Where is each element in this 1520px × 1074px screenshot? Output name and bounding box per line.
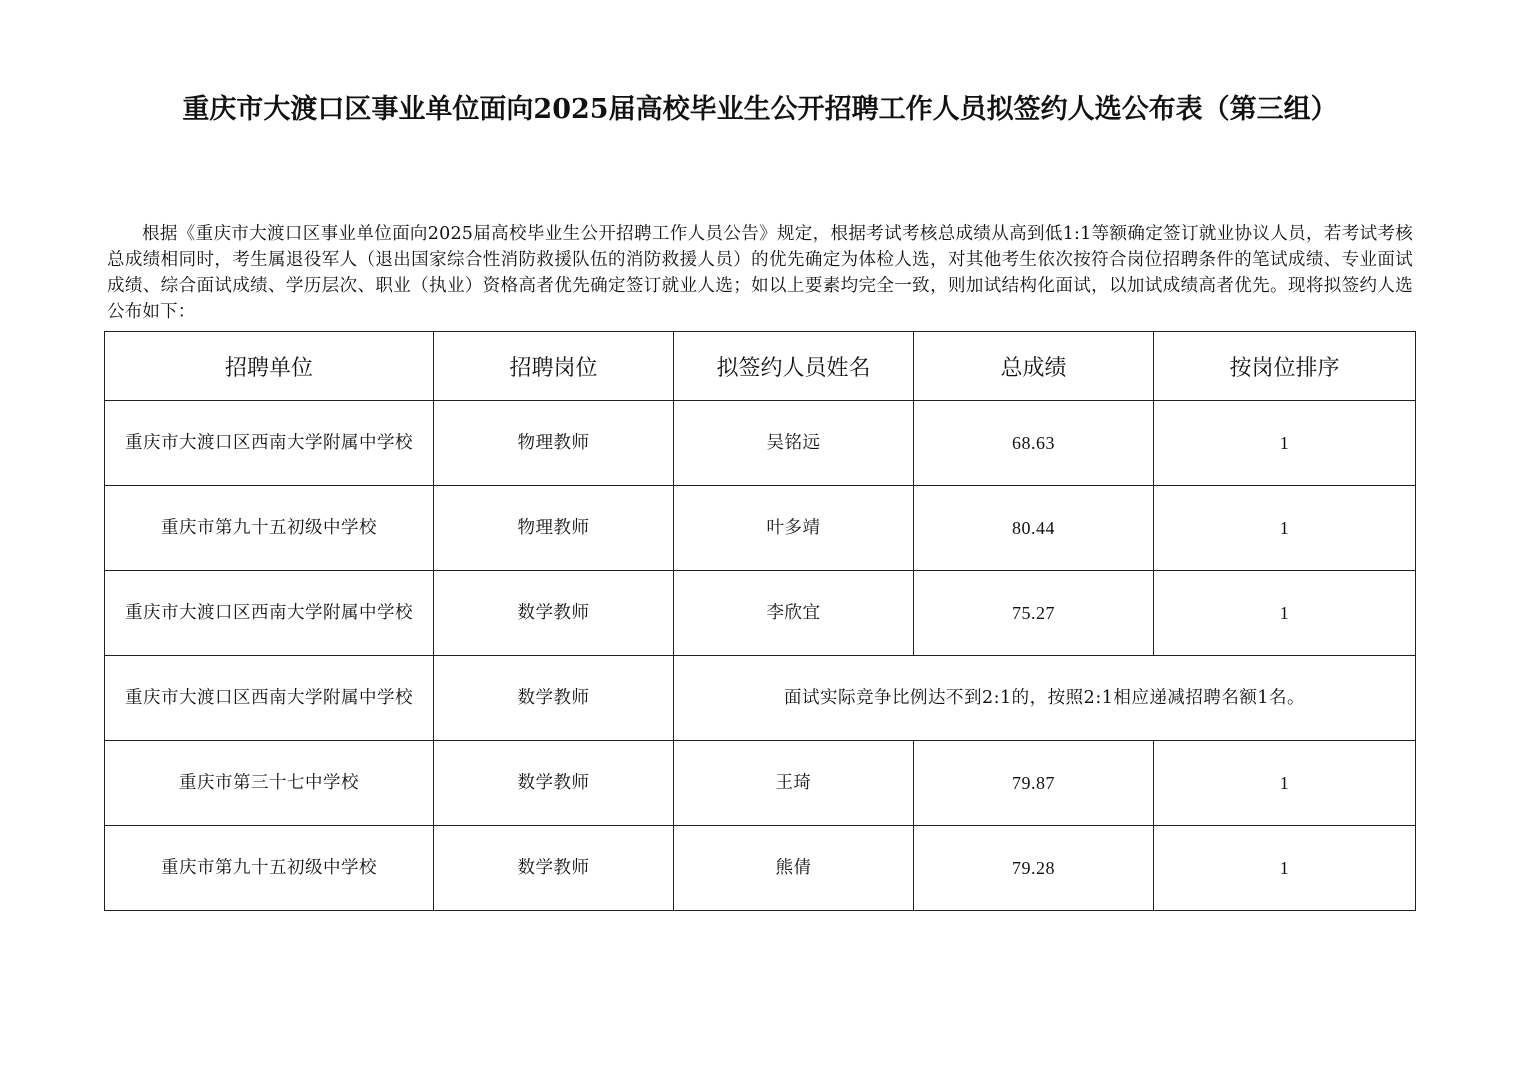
cell-unit: 重庆市大渡口区西南大学附属中学校 [105, 571, 434, 656]
table-header-row [105, 332, 1416, 401]
cell-score: 79.28 [914, 826, 1154, 911]
cell-rank: 1 [1154, 486, 1416, 571]
cell-position: 数学教师 [434, 741, 674, 826]
table-row [105, 401, 1416, 486]
cell-unit: 重庆市大渡口区西南大学附属中学校 [105, 656, 434, 741]
cell-rank: 1 [1154, 401, 1416, 486]
cell-name: 吴铭远 [674, 401, 914, 486]
cell-position: 数学教师 [434, 656, 674, 741]
cell-score: 79.87 [914, 741, 1154, 826]
cell-score: 80.44 [914, 486, 1154, 571]
page-title: 重庆市大渡口区事业单位面向2025届高校毕业生公开招聘工作人员拟签约人选公布表（第三组） [182, 94, 1338, 125]
header-name: 拟签约人员姓名 [674, 332, 914, 401]
cell-rank: 1 [1154, 571, 1416, 656]
intro-paragraph: 根据《重庆市大渡口区事业单位面向2025届高校毕业生公开招聘工作人员公告》规定，根据考试考核总成绩从高到低1:1等额确定签订就业协议人员，若考试考核总成绩相同时，考生属退役军人（退出国家综合性消防救援队伍的消防救援人员）的优先确定为体检人选，对其他考生依次按符合岗位招聘条件的笔试成绩、专业面试成绩、综合面试成绩、学历层次、职业（执业）资格高者优先确定签订就业人选；如以上要素均完全一致，则加试结构化面试，以加试成绩高者优先。现将拟签约人选公布如下： [107, 223, 1413, 322]
cell-rank: 1 [1154, 741, 1416, 826]
table-row [105, 571, 1416, 656]
header-rank: 按岗位排序 [1154, 332, 1416, 401]
cell-name: 李欣宜 [674, 571, 914, 656]
cell-note: 面试实际竞争比例达不到2:1的，按照2:1相应递减招聘名额1名。 [674, 656, 1416, 741]
cell-position: 物理教师 [434, 401, 674, 486]
cell-score: 75.27 [914, 571, 1154, 656]
table-row [105, 826, 1416, 911]
cell-position: 数学教师 [434, 571, 674, 656]
cell-name: 熊倩 [674, 826, 914, 911]
cell-unit: 重庆市第九十五初级中学校 [105, 826, 434, 911]
table-row [105, 656, 1416, 741]
header-position: 招聘岗位 [434, 332, 674, 401]
cell-rank: 1 [1154, 826, 1416, 911]
cell-unit: 重庆市第九十五初级中学校 [105, 486, 434, 571]
table-row [105, 741, 1416, 826]
cell-position: 物理教师 [434, 486, 674, 571]
table-row [105, 486, 1416, 571]
cell-unit: 重庆市第三十七中学校 [105, 741, 434, 826]
cell-position: 数学教师 [434, 826, 674, 911]
header-unit: 招聘单位 [105, 332, 434, 401]
cell-name: 叶多靖 [674, 486, 914, 571]
header-score: 总成绩 [914, 332, 1154, 401]
cell-unit: 重庆市大渡口区西南大学附属中学校 [105, 401, 434, 486]
cell-name: 王琦 [674, 741, 914, 826]
cell-score: 68.63 [914, 401, 1154, 486]
candidate-table [104, 331, 1416, 911]
